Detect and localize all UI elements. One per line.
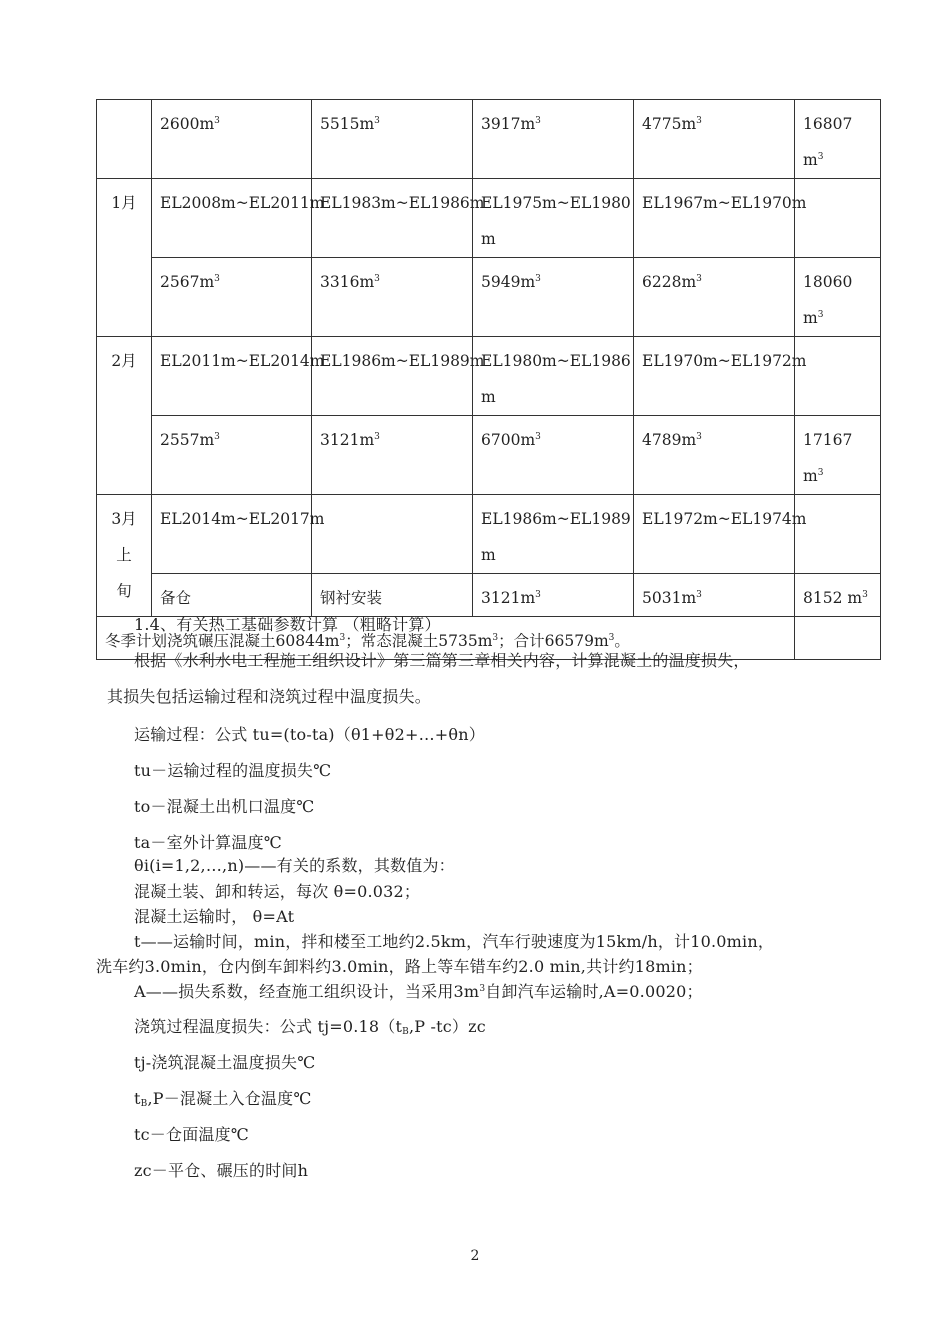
table-cell: $2567m^3$ xyxy=(152,258,312,337)
table-cell: EL1986m~EL1989 m xyxy=(473,495,634,574)
table-cell: $6228m^3$ xyxy=(634,258,795,337)
table-cell: EL1975m~EL1980 m xyxy=(473,179,634,258)
definition-line: 混凝土运输时， θ=At xyxy=(134,907,295,926)
table-cell: $3121m^3$ xyxy=(473,574,634,617)
table-cell: $5031m^3$ xyxy=(634,574,795,617)
total-cell: 16807 $m^3$ xyxy=(795,100,881,179)
table-cell: $4775m^3$ xyxy=(634,100,795,179)
definition-line: tj-浇筑混凝土温度损失℃ xyxy=(134,1053,316,1072)
definition-line: t——运输时间，min，拌和楼至工地约2.5km，汽车行驶速度为15km/h，计10.0min， xyxy=(134,932,775,951)
table-cell xyxy=(312,495,473,574)
total-cell: 8152 $m^3$ xyxy=(795,574,881,617)
empty-cell xyxy=(795,617,881,660)
formula-pouring: 浇筑过程温度损失：公式 $tj=0.18(t_B,P$ -tc）zc xyxy=(134,1017,486,1037)
table-cell: $2557m^3$ xyxy=(152,416,312,495)
concrete-schedule-table xyxy=(96,99,881,660)
table-cell: $5949m^3$ xyxy=(473,258,634,337)
definition-line: θi(i=1,2,…,n)——有关的系数，其数值为： xyxy=(134,856,455,875)
table-cell: $3121m^3$ xyxy=(312,416,473,495)
table-cell: $3316m^3$ xyxy=(312,258,473,337)
definition-line: $t_B,P-$混凝土入仓温度℃ xyxy=(134,1089,312,1109)
table-cell: EL2011m~EL2014m xyxy=(152,337,312,416)
formula-transport: 运输过程：公式 tu=(to-ta)（θ1+θ2+…+θn） xyxy=(134,725,485,744)
total-cell xyxy=(795,337,881,416)
table-cell: $5515m^3$ xyxy=(312,100,473,179)
month-cell xyxy=(97,100,152,179)
table-cell: $6700m^3$ xyxy=(473,416,634,495)
table-cell: EL2014m~EL2017m xyxy=(152,495,312,574)
total-cell: 18060 $m^3$ xyxy=(795,258,881,337)
table-cell: EL1983m~EL1986m xyxy=(312,179,473,258)
table-row xyxy=(97,495,881,574)
paragraph-line: 根据《水利水电工程施工组织设计》第三篇第三章相关内容，计算混凝土的温度损失， xyxy=(134,651,750,670)
summary-cell: 冬季计划浇筑碾压混凝土$60844m^3$；常态混凝土$5735m^3$；合计$66579m^3$。 xyxy=(97,617,795,660)
total-cell: 17167 $m^3$ xyxy=(795,416,881,495)
paragraph-line: 其损失包括运输过程和浇筑过程中温度损失。 xyxy=(107,687,432,706)
table-cell: $3917m^3$ xyxy=(473,100,634,179)
table-cell: EL1986m~EL1989m xyxy=(312,337,473,416)
table-cell: 钢衬安装 xyxy=(312,574,473,617)
definition-line: 洗车约3.0min，仓内倒车卸料约3.0min，路上等车错车约2.0 min,共计约18min； xyxy=(96,957,703,976)
table-cell: EL1972m~EL1974m xyxy=(634,495,795,574)
table-row xyxy=(97,574,881,617)
definition-line: to－混凝土出机口温度℃ xyxy=(134,797,315,816)
month-cell: 2月 xyxy=(97,337,152,495)
table-row xyxy=(97,416,881,495)
definition-line: zc－平仓、碾压的时间h xyxy=(134,1161,309,1180)
definition-line: tc－仓面温度℃ xyxy=(134,1125,249,1144)
table-row xyxy=(97,337,881,416)
definition-line: tu－运输过程的温度损失℃ xyxy=(134,761,332,780)
total-cell xyxy=(795,495,881,574)
table-cell: EL1980m~EL1986 m xyxy=(473,337,634,416)
table-cell: EL1967m~EL1970m xyxy=(634,179,795,258)
definition-line: A——损失系数，经查施工组织设计，当采用$3m^3$自卸汽车运输时,A=0.0020； xyxy=(134,982,703,1001)
table-row xyxy=(97,258,881,337)
section-heading: 1.4、有关热工基础参数计算 （粗略计算） xyxy=(134,615,441,634)
table-cell: EL1970m~EL1972m xyxy=(634,337,795,416)
table-row xyxy=(97,100,881,179)
table-row xyxy=(97,179,881,258)
table-cell: EL2008m~EL2011m xyxy=(152,179,312,258)
definition-line: ta－室外计算温度℃ xyxy=(134,833,282,852)
definition-line: 混凝土装、卸和转运，每次 θ=0.032； xyxy=(134,882,421,901)
month-cell: 1月 xyxy=(97,179,152,337)
month-cell: 3月 上 旬 xyxy=(97,495,152,617)
table-cell: 备仓 xyxy=(152,574,312,617)
total-cell xyxy=(795,179,881,258)
table-cell: $2600m^3$ xyxy=(152,100,312,179)
table-cell: $4789m^3$ xyxy=(634,416,795,495)
page-number: 2 xyxy=(470,1248,480,1264)
